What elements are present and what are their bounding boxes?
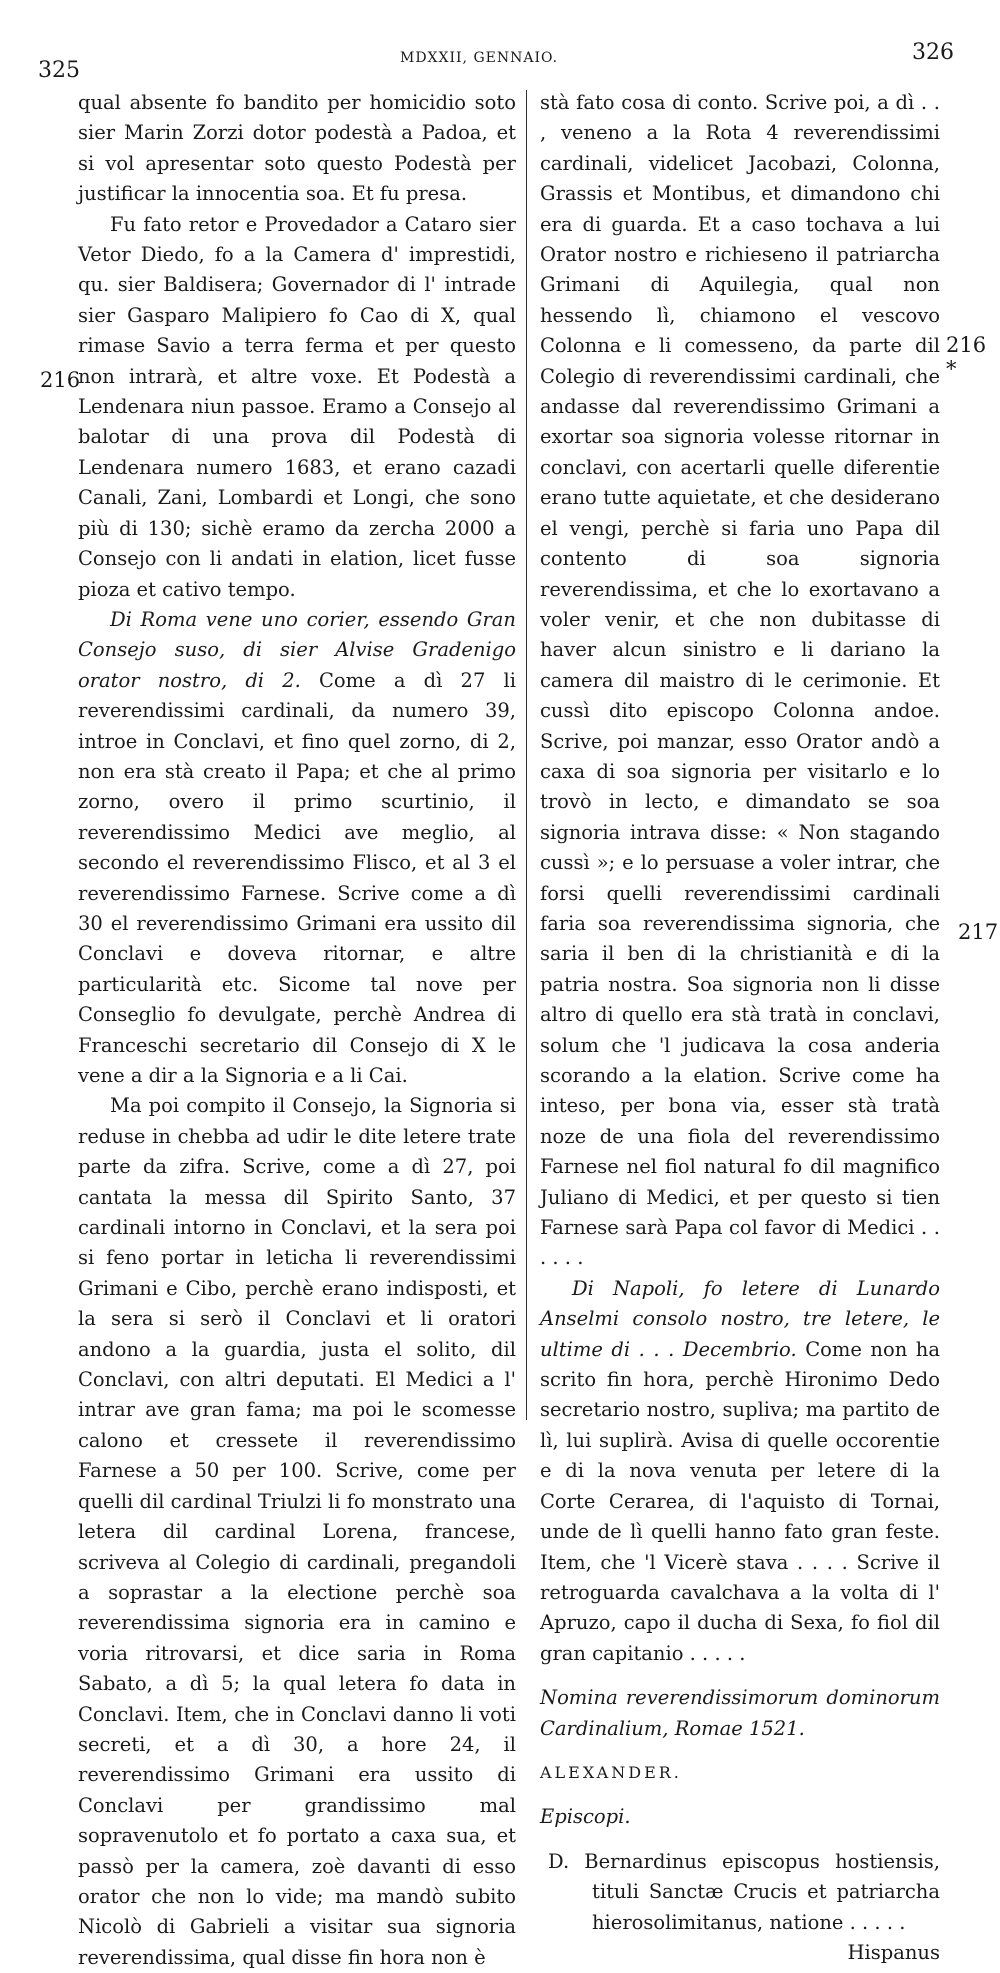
running-title: MDXXII, GENNAIO.: [400, 50, 559, 66]
italic-lead: Di Roma vene uno corier, essendo Gran Consejo suso, di sier Alvise Gradenigo orator nostro, di 2.: [78, 607, 516, 692]
page-number-left: 325: [38, 58, 80, 83]
margin-number-right: 216 *: [946, 333, 987, 381]
paragraph: Fu fato retor e Provedador a Cataro sier Vetor Diedo, fo a la Camera d' imprestidi, qu. sier Baldisera; Governador di l' intrade sier Gasparo Malipiero fo Cao di X, qual rimase Savio a terra ferma et per questo non intrarà, et altre voxe. Et Podestà a Lendenara niun passoe. Eramo a Consejo al balotar di una prova dil Podestà di Lendenara numero 1683, et erano cazadi Canali, Zani, Lombardi et Longi, che sono più di 130; sichè eramo da zercha 2000 a Consejo con li andati in elation, licet fusse pioza et cativo tempo.: [78, 212, 516, 601]
list-heading: Nomina reverendissimorum dominorum Cardinalium, Romae 1521.: [540, 1686, 940, 1740]
margin-number-left: 216: [40, 368, 81, 392]
paragraph: Ma poi compito il Consejo, la Signoria si reduse in chebba ad udir le dite letere trate parte da zifra. Scrive, come a dì 27, poi cantata la messa dil Spirito Santo, 37 cardinali intorno in Conclavi, et la sera poi si feno portar in leticha li reverendissimi Grimani e Cibo, perchè erano indisposti, et la sera si serò il Conclavi et li oratori andono a la guardia, justa el solito, dil Conclavi, con altri deputati. El Medici a l' intrar ave gran fama; ma poi le scomesse calono et cressete il reverendissimo Farnese a 50 per 100. Scrive, come per quelli dil cardinal Triulzi li fo monstrato una letera dil cardinal Lorena, francese, scriveva al Colegio di cardinali, pregandoli a soprastar a la electione perchè soa reverendissima signoria era in camino e voria ritrovarsi, et dice saria in Roma Sabato, a dì 5; la qual letera fo data in Conclavi. Item, che in Conclavi danno li voti secreti, et a dì 30, a hore 24, il reverendissimo Grimani era ussito di Conclavi per grandissimo mal sopravenutolo et fo portato a caxa sua, et passò per la camera, zoè davanti di esso orator che non lo vide; ma mandò subito Nicolò di Gabrieli a visitar sua signoria reverendissima, qual disse fin hora non è: [78, 1094, 516, 1969]
pope-name: ALEXANDER.: [540, 1762, 682, 1782]
italic-lead: Di Napoli, fo letere di Lunardo Anselmi consolo nostro, tre letere, le ultime di . . . Decembrio.: [540, 1276, 940, 1361]
paragraph-naples-dispatch: [540, 1274, 940, 1669]
page-header: [0, 40, 1000, 83]
entry-nation: Hispanus: [847, 1940, 940, 1964]
section-heading-episcopi: Episcopi.: [540, 1805, 631, 1829]
right-column: [540, 88, 940, 1968]
entry-text: D. Bernardinus episcopus hostiensis, tituli Sanctæ Crucis et patriarcha hierosolimitanus, natione . . . . .: [548, 1849, 940, 1934]
cardinal-entry: [540, 1847, 940, 1964]
paragraph: stà fato cosa di conto. Scrive poi, a dì . . , veneno a la Rota 4 reverendissimi cardinali, videlicet Jacobazi, Colonna, Grassis et Montibus, et dimandono chi era di guarda. Et a caso tochava a lui Orator nostro e richieseno il patriarcha Grimani di Aquilegia, qual non hessendo lì, chiamono el vescovo Colonna e li comesseno, da parte dil Colegio di reverendissimi cardinali, che andasse dal reverendissimo Grimani a exortar soa signoria volesse ritornar in conclavi, con acertarli quelle diferentie erano tutte aquietate, et che desiderano el vengi, perchè si faria uno Papa dil contento di soa signoria reverendissima, et che lo exortavano a voler venir, et che non dubitasse di haver alcun sinistro e li dariano la camera dil maistro di le cerimonie. Et cussì dito episcopo Colonna andoe. Scrive, poi manzar, esso Orator andò a caxa di soa signoria per visitarlo e lo trovò in lecto, e dimandato se soa signoria intrava disse: « Non stagando cussì »; e lo persuase a voler intrar, che forsi quelli reverendissimi cardinali faria soa reverendissima signoria, che saria il ben di la christianità e di la patria nostra. Soa signoria non li disse altro di quello era stà tratà in conclavi, solum che 'l judicava la cosa anderia scorando a la elation. Scrive come ha inteso, per bona via, esser stà tratà noze de una fiola del reverendissimo Farnese nel fiol natural fo dil magnifico Juliano di Medici, et per questo si tien Farnese sarà Papa col favor di Medici . . . . . .: [540, 91, 940, 1270]
margin-number-right-2: 217: [958, 920, 999, 944]
paragraph-rome-dispatch: [78, 605, 516, 1092]
page-number-right: 326: [912, 40, 954, 65]
paragraph: qual absente fo bandito per homicidio soto sier Marin Zorzi dotor podestà a Padoa, et si vol apresentar soto questo Podestà per justificar la innocentia soa. Et fu presa.: [78, 91, 516, 206]
left-column: [78, 88, 516, 1973]
paragraph-text: Come non ha scrito fin hora, perchè Hironimo Dedo secretario nostro, supliva; ma partito de lì, lui suplirà. Avisa di quelle occorentie e di la nova venuta per letere di la Corte Cerarea, di l'aquisto di Tornai, unde de lì quelli hanno fato gran feste. Item, che 'l Vicerè stava . . . . Scrive il retroguarda cavalchava a la volta di l' Apruzo, capo il ducha di Sexa, fo fiol dil gran capitanio . . . . .: [540, 1337, 940, 1665]
paragraph-text: Come a dì 27 li reverendissimi cardinali, da numero 39, introe in Conclavi, et fino quel zorno, di 2, non era stà creato il Papa; et che al primo zorno, overo il primo scurtinio, il reverendissimo Medici ave meglio, al secondo el reverendissimo Flisco, et al 3 el reverendissimo Farnese. Scrive come a dì 30 el reverendissimo Grimani era ussito dil Conclavi e doveva ritornar, e altre particularità etc. Sicome tal nove per Conseglio fo devulgate, perchè Andrea di Franceschi secretario dil Consejo di X le vene a dir a la Signoria e a li Cai.: [78, 668, 516, 1087]
column-divider: [526, 90, 527, 1420]
